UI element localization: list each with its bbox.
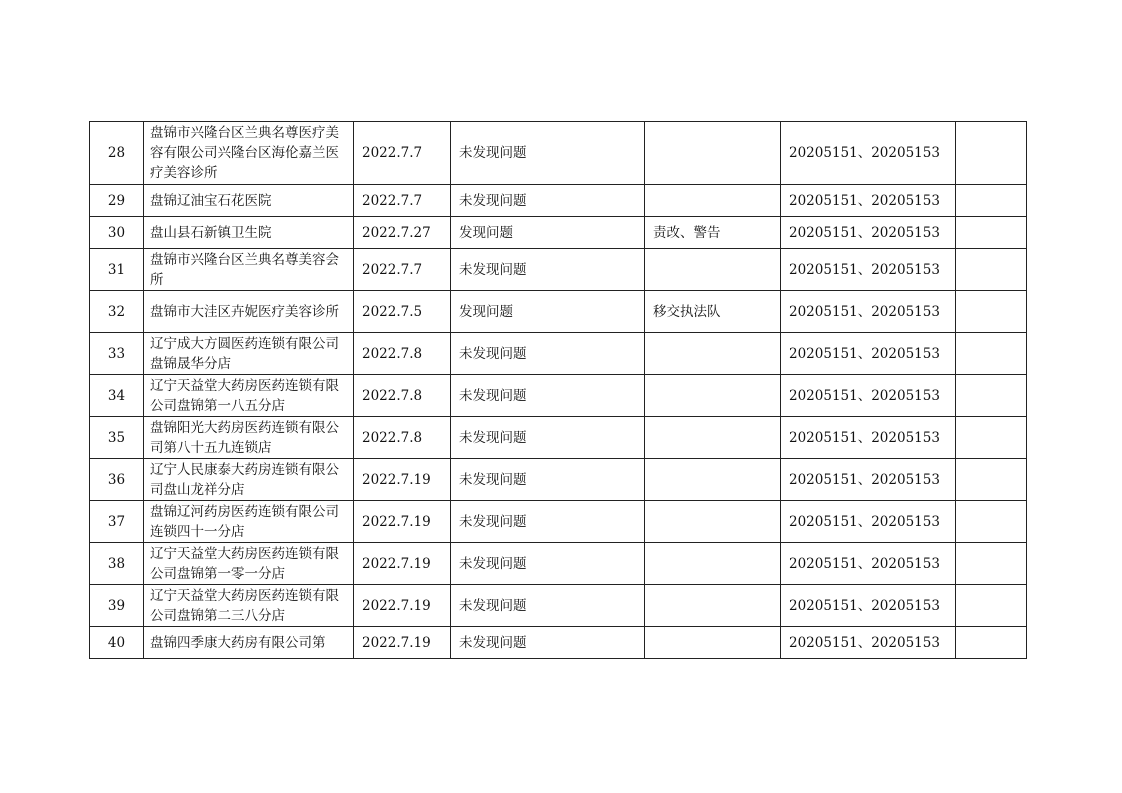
- remark-cell: [956, 122, 1027, 185]
- table-row: [90, 217, 1027, 249]
- row-number: 32: [107, 303, 126, 320]
- inspection-items-cell: [781, 501, 956, 543]
- inspection-date: 2022.7.19: [362, 597, 431, 614]
- handling-action-cell: [645, 627, 781, 659]
- institution-name-cell: [144, 585, 354, 627]
- inspection-date: 2022.7.8: [362, 387, 423, 404]
- row-number-cell: [90, 375, 144, 417]
- institution-name: 辽宁天益堂大药房医药连锁有限公司盘锦第一零一分店: [150, 545, 339, 582]
- inspection-result-cell: [451, 249, 645, 291]
- institution-name-cell: [144, 417, 354, 459]
- inspection-items: 20205151、20205153: [789, 345, 940, 362]
- row-number-cell: [90, 501, 144, 543]
- inspection-items-cell: [781, 333, 956, 375]
- table-row: [90, 185, 1027, 217]
- handling-action-cell: [645, 291, 781, 333]
- handling-action-cell: [645, 543, 781, 585]
- institution-name-cell: [144, 501, 354, 543]
- remark-cell: [956, 543, 1027, 585]
- inspection-date: 2022.7.8: [362, 345, 423, 362]
- remark-cell: [956, 217, 1027, 249]
- table-row: [90, 543, 1027, 585]
- inspection-date-cell: [354, 543, 451, 585]
- inspection-date: 2022.7.7: [362, 261, 423, 278]
- institution-name: 辽宁人民康泰大药房连锁有限公司盘山龙祥分店: [150, 461, 339, 498]
- institution-name: 盘锦市兴隆台区兰典名尊医疗美容有限公司兴隆台区海伦嘉兰医疗美容诊所: [150, 125, 339, 181]
- table-row: [90, 291, 1027, 333]
- inspection-items-cell: [781, 249, 956, 291]
- inspection-date: 2022.7.19: [362, 513, 431, 530]
- institution-name-cell: [144, 249, 354, 291]
- inspection-items: 20205151、20205153: [789, 224, 940, 241]
- row-number-cell: [90, 217, 144, 249]
- inspection-date-cell: [354, 249, 451, 291]
- inspection-items: 20205151、20205153: [789, 634, 940, 651]
- row-number: 37: [107, 513, 126, 530]
- inspection-items-cell: [781, 417, 956, 459]
- row-number: 38: [107, 555, 126, 572]
- handling-action: 责改、警告: [653, 224, 721, 241]
- row-number-cell: [90, 627, 144, 659]
- inspection-items: 20205151、20205153: [789, 597, 940, 614]
- handling-action: 移交执法队: [653, 303, 721, 320]
- inspection-result-cell: [451, 333, 645, 375]
- inspection-result: 未发现问题: [459, 634, 527, 651]
- institution-name: 辽宁天益堂大药房医药连锁有限公司盘锦第二三八分店: [150, 587, 339, 624]
- remark-cell: [956, 291, 1027, 333]
- row-number: 28: [107, 145, 126, 161]
- inspection-date: 2022.7.19: [362, 471, 431, 488]
- table-row: [90, 249, 1027, 291]
- inspection-result-cell: [451, 627, 645, 659]
- inspection-date-cell: [354, 375, 451, 417]
- row-number: 39: [107, 597, 126, 614]
- inspection-result: 未发现问题: [459, 192, 527, 209]
- inspection-items-cell: [781, 185, 956, 217]
- inspection-items-cell: [781, 291, 956, 333]
- inspection-items-cell: [781, 627, 956, 659]
- inspection-items: 20205151、20205153: [789, 513, 940, 530]
- inspection-result: 未发现问题: [459, 261, 527, 278]
- inspection-date-cell: [354, 627, 451, 659]
- table-row: [90, 627, 1027, 659]
- institution-name-cell: [144, 627, 354, 659]
- handling-action-cell: [645, 217, 781, 249]
- inspection-result: 未发现问题: [459, 145, 527, 161]
- institution-name-cell: [144, 333, 354, 375]
- inspection-items: 20205151、20205153: [789, 387, 940, 404]
- inspection-result-cell: [451, 375, 645, 417]
- inspection-items: 20205151、20205153: [789, 145, 940, 161]
- table-row: [90, 122, 1027, 185]
- inspection-items-cell: [781, 375, 956, 417]
- handling-action-cell: [645, 185, 781, 217]
- inspection-date-cell: [354, 585, 451, 627]
- handling-action-cell: [645, 585, 781, 627]
- table-row: [90, 333, 1027, 375]
- institution-name-cell: [144, 185, 354, 217]
- row-number-cell: [90, 459, 144, 501]
- institution-name-cell: [144, 459, 354, 501]
- inspection-result: 发现问题: [459, 224, 513, 241]
- inspection-items-cell: [781, 122, 956, 185]
- inspection-result-cell: [451, 217, 645, 249]
- handling-action-cell: [645, 122, 781, 185]
- remark-cell: [956, 249, 1027, 291]
- inspection-result: 未发现问题: [459, 555, 527, 572]
- row-number: 30: [107, 224, 126, 241]
- remark-cell: [956, 333, 1027, 375]
- remark-cell: [956, 585, 1027, 627]
- inspection-date-cell: [354, 501, 451, 543]
- inspection-items-cell: [781, 543, 956, 585]
- institution-name: 盘锦四季康大药房有限公司第: [150, 634, 326, 651]
- row-number: 36: [107, 471, 126, 488]
- inspection-result-cell: [451, 185, 645, 217]
- handling-action-cell: [645, 249, 781, 291]
- inspection-result-cell: [451, 501, 645, 543]
- inspection-result-cell: [451, 291, 645, 333]
- inspection-result: 未发现问题: [459, 471, 527, 488]
- table-row: [90, 501, 1027, 543]
- inspection-date: 2022.7.5: [362, 303, 423, 320]
- institution-name: 盘锦市兴隆台区兰典名尊美容会所: [150, 251, 339, 288]
- handling-action-cell: [645, 501, 781, 543]
- inspection-date: 2022.7.19: [362, 634, 431, 651]
- inspection-items: 20205151、20205153: [789, 192, 940, 209]
- inspection-items-cell: [781, 585, 956, 627]
- inspection-items: 20205151、20205153: [789, 303, 940, 320]
- inspection-date: 2022.7.8: [362, 429, 423, 446]
- inspection-result: 未发现问题: [459, 597, 527, 614]
- handling-action-cell: [645, 417, 781, 459]
- inspection-date-cell: [354, 333, 451, 375]
- row-number: 29: [107, 192, 126, 209]
- table-body: [90, 122, 1027, 659]
- row-number-cell: [90, 585, 144, 627]
- institution-name: 辽宁成大方圆医药连锁有限公司盘锦晟华分店: [150, 335, 339, 372]
- institution-name: 盘锦市大洼区卉妮医疗美容诊所: [150, 303, 339, 320]
- row-number-cell: [90, 185, 144, 217]
- inspection-result-cell: [451, 417, 645, 459]
- inspection-items: 20205151、20205153: [789, 261, 940, 278]
- inspection-date: 2022.7.19: [362, 555, 431, 572]
- inspection-date: 2022.7.27: [362, 224, 431, 241]
- institution-name-cell: [144, 375, 354, 417]
- institution-name-cell: [144, 122, 354, 185]
- row-number: 34: [107, 387, 126, 404]
- row-number-cell: [90, 417, 144, 459]
- table-row: [90, 417, 1027, 459]
- institution-name: 盘锦阳光大药房医药连锁有限公司第八十五九连锁店: [150, 419, 339, 456]
- remark-cell: [956, 459, 1027, 501]
- inspection-result: 未发现问题: [459, 513, 527, 530]
- handling-action-cell: [645, 375, 781, 417]
- table-row: [90, 459, 1027, 501]
- inspection-result: 未发现问题: [459, 345, 527, 362]
- inspection-date-cell: [354, 459, 451, 501]
- inspection-result-cell: [451, 543, 645, 585]
- inspection-result-cell: [451, 122, 645, 185]
- row-number: 33: [107, 345, 126, 362]
- row-number: 40: [107, 634, 126, 651]
- institution-name-cell: [144, 217, 354, 249]
- row-number-cell: [90, 249, 144, 291]
- inspection-result: 发现问题: [459, 303, 513, 320]
- row-number: 35: [107, 429, 126, 446]
- inspection-date-cell: [354, 217, 451, 249]
- row-number: 31: [107, 261, 126, 278]
- inspection-date-cell: [354, 185, 451, 217]
- inspection-items: 20205151、20205153: [789, 555, 940, 572]
- inspection-date-cell: [354, 122, 451, 185]
- handling-action-cell: [645, 459, 781, 501]
- remark-cell: [956, 627, 1027, 659]
- inspection-items-cell: [781, 459, 956, 501]
- inspection-date: 2022.7.7: [362, 192, 423, 209]
- remark-cell: [956, 501, 1027, 543]
- inspection-date-cell: [354, 417, 451, 459]
- inspection-items: 20205151、20205153: [789, 471, 940, 488]
- handling-action-cell: [645, 333, 781, 375]
- inspection-result-cell: [451, 459, 645, 501]
- row-number-cell: [90, 291, 144, 333]
- inspection-date-cell: [354, 291, 451, 333]
- inspection-result: 未发现问题: [459, 387, 527, 404]
- inspection-items: 20205151、20205153: [789, 429, 940, 446]
- institution-name-cell: [144, 291, 354, 333]
- remark-cell: [956, 185, 1027, 217]
- inspection-items-cell: [781, 217, 956, 249]
- institution-name: 辽宁天益堂大药房医药连锁有限公司盘锦第一八五分店: [150, 377, 339, 414]
- institution-name: 盘山县石新镇卫生院: [150, 224, 272, 241]
- remark-cell: [956, 375, 1027, 417]
- inspection-date: 2022.7.7: [362, 145, 423, 161]
- institution-name: 盘锦辽油宝石花医院: [150, 192, 272, 209]
- inspection-result-cell: [451, 585, 645, 627]
- remark-cell: [956, 417, 1027, 459]
- institution-name-cell: [144, 543, 354, 585]
- inspection-result: 未发现问题: [459, 429, 527, 446]
- row-number-cell: [90, 122, 144, 185]
- row-number-cell: [90, 543, 144, 585]
- institution-name: 盘锦辽河药房医药连锁有限公司连锁四十一分店: [150, 503, 339, 540]
- table-row: [90, 375, 1027, 417]
- inspection-table: [89, 121, 1027, 659]
- table-row: [90, 585, 1027, 627]
- row-number-cell: [90, 333, 144, 375]
